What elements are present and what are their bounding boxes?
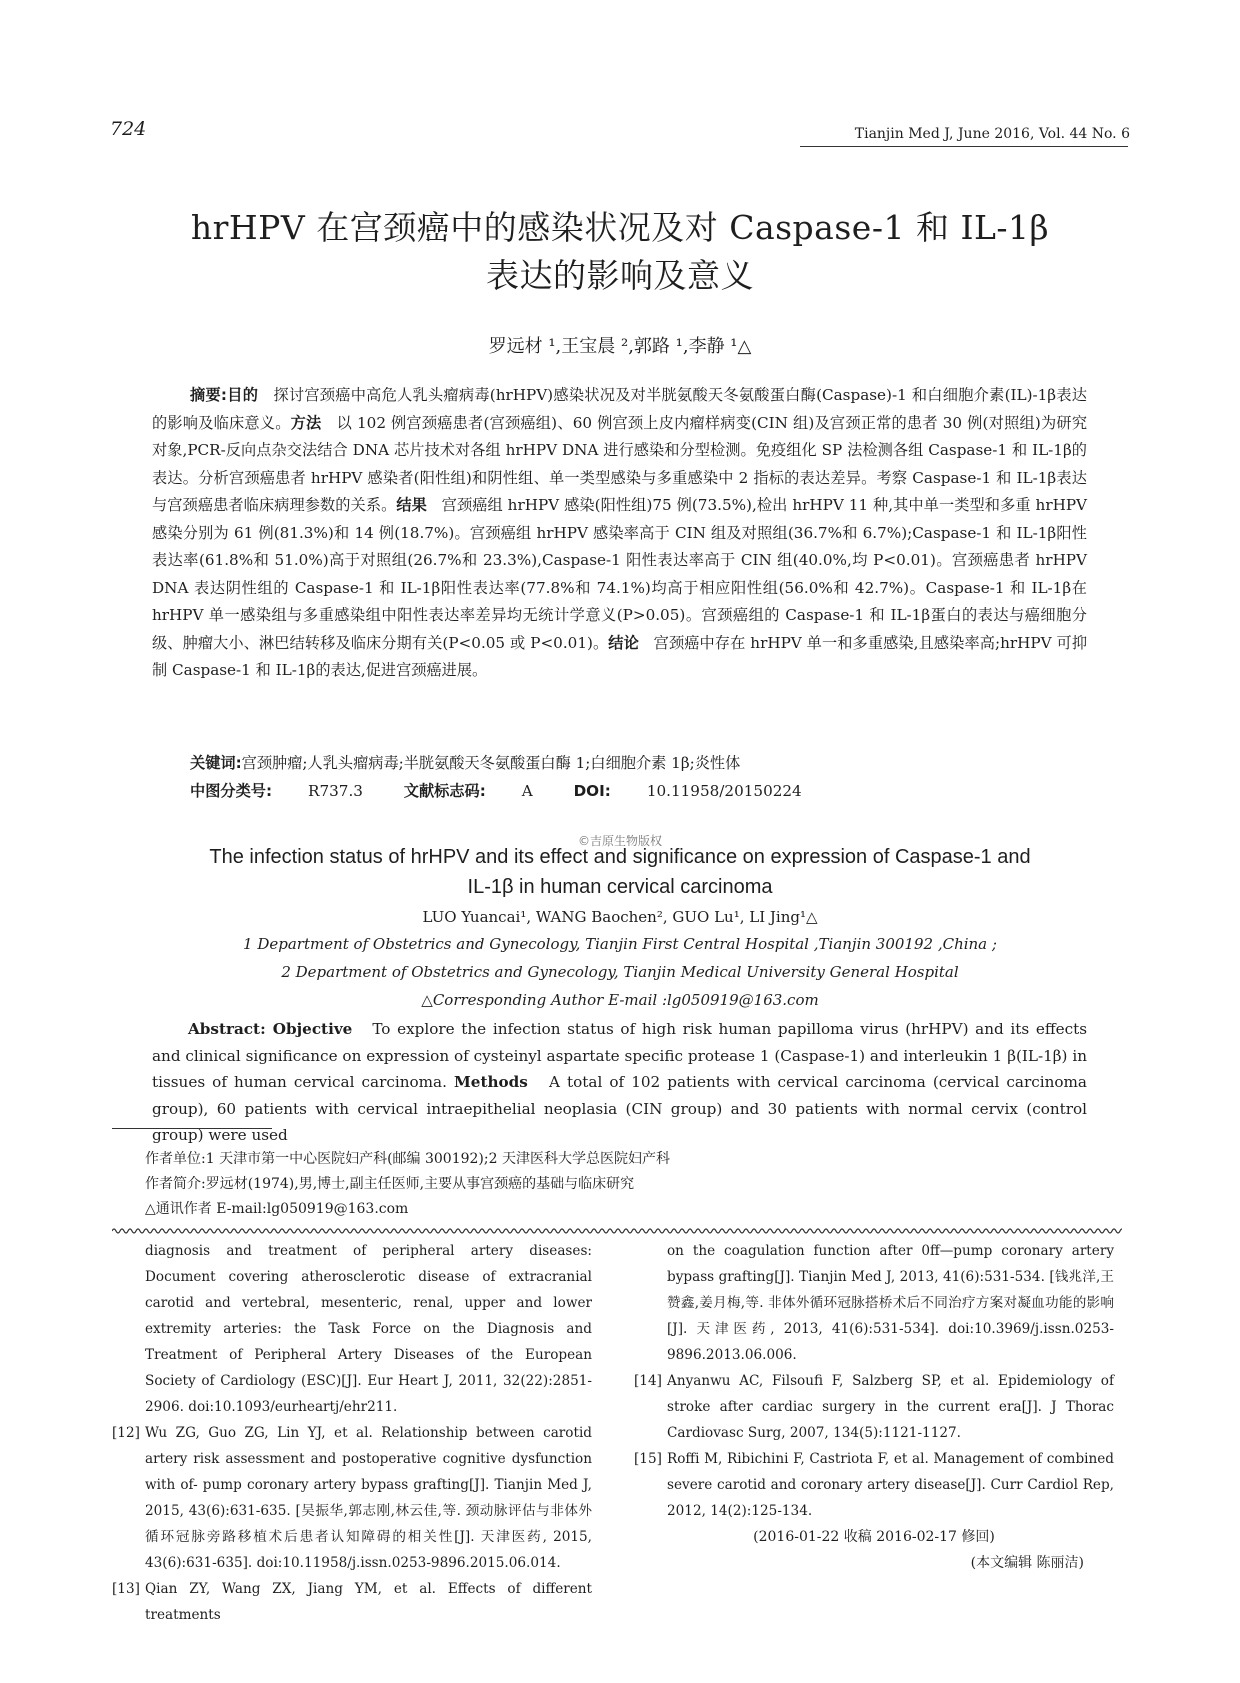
reference-item [112,1420,592,1576]
references-left-column [112,1238,592,1628]
received-dates: (2016-01-22 收稿 2016-02-17 修回) [753,1529,995,1545]
reference-item [634,1238,1114,1368]
affiliation-2: 2 Department of Obstetrics and Gynecology, Tianjin Medical University General Hospital [281,963,959,981]
watermark: ©吉原生物版权 [577,834,662,848]
running-head: Tianjin Med J, June 2016, Vol. 44 No. 6 [854,126,1130,142]
clc-value: R737.3 [308,782,363,800]
classification-line [190,780,802,801]
reference-text: Anyanwu AC, Filsoufi F, Salzberg SP, et al. Epidemiology of stroke after cardiac surgery in the current era[J]. J Thorac Cardiovasc Surg, 2007, 134(5):1121-1127. [667,1373,1114,1441]
abstract-en-label: Abstract: Objective [188,1020,353,1038]
editor-note: (本文编辑 陈丽洁) [970,1555,1084,1571]
abstract-en-methods-label: Methods [454,1073,528,1091]
authors-english: LUO Yuancai¹, WANG Baochen², GUO Lu¹, LI Jing¹△ [422,908,818,926]
reference-item [634,1368,1114,1446]
authors-chinese: 罗远材 ¹,王宝晨 ²,郭路 ¹,李静 ¹△ [488,336,752,357]
title-chinese-line-1: hrHPV 在宫颈癌中的感染状况及对 Caspase-1 和 IL-1β [190,208,1050,247]
abstract-cn-conclusion-label: 结论 [608,633,639,652]
abstract-en-methods: A total of 102 patients with cervical carcinoma (cervical carcinoma group), 60 patients with cervical intraepithelial neoplasia (CIN group) and 30 patients with normal cervix (control group) were used [152,1073,1087,1144]
abstract-cn-conclusion: 宫颈癌中存在 hrHPV 单一和多重感染,且感染率高;hrHPV 可抑制 Caspase-1 和 IL-1β的表达,促进宫颈癌进展。 [152,633,1088,679]
doi-value: 10.11958/20150224 [646,782,802,800]
references-right-column [634,1238,1114,1576]
abstract-cn-methods: 以 102 例宫颈癌患者(宫颈癌组)、60 例宫颈上皮内瘤样病变(CIN 组)及宫颈正常的患者 30 例(对照组)为研究对象,PCR-反向点杂交法结合 DNA 芯片技术对各组 hrHPV DNA 进行感染和分型检测。免疫组化 SP 法检测各组 Caspase-1 和 IL-1β的表达。分析宫颈癌患者 hrHPV 感染者(阳性组)和阴性组、单一类型感染与多重感染中 2 指标的表达差异。考察 Caspase-1 和 IL-1β表达与宫颈癌患者临床病理参数的关系。 [152,413,1088,514]
doi-label: DOI: [573,782,611,800]
abstract-cn-results-label: 结果 [396,496,427,514]
reference-text: diagnosis and treatment of peripheral artery diseases: Document covering atherosclerotic disease of extracranial carotid and vertebral, mesenteric, renal, upper and lower extremity arteries: the Task Force on the Diagnosis and Treatment of Peripheral Artery Diseases of the European Society of Cardiology (ESC)[J]. Eur Heart J, 2011, 32(22):2851-2906. doi:10.1093/eurheartj/ehr211. [145,1243,592,1415]
keywords [190,752,740,773]
footnote-affiliation: 作者单位:1 天津市第一中心医院妇产科(邮编 300192);2 天津医科大学总医院妇产科 [145,1151,670,1167]
reference-number: [14] [634,1373,662,1389]
footnote-author-bio: 作者简介:罗远材(1974),男,博士,副主任医师,主要从事宫颈癌的基础与临床研究 [145,1176,635,1192]
header-rule [800,146,1128,147]
abstract-english [152,1016,1087,1149]
title-english-line-1: The infection status of hrHPV and its effect and significance on expression of Caspase-1 and [209,846,1031,868]
reference-item [112,1238,592,1420]
reference-item [634,1446,1114,1524]
reference-text: Wu ZG, Guo ZG, Lin YJ, et al. Relationship between carotid artery risk assessment and postoperative cognitive dysfunction with of- pump coronary artery bypass grafting[J]. Tianjin Med J, 2015, 43(6):631-635. [吴振华,郭志刚,林云佳,等. 颈动脉评估与非体外循环冠脉旁路移植术后患者认知障碍的相关性[J]. 天津医药, 2015, 43(6):631-635]. doi:10.11958/j.issn.0253-9896.2015.06.014. [145,1425,592,1571]
title-english-line-2: IL-1β in human cervical carcinoma [467,876,773,898]
footnote-rule [112,1128,272,1129]
reference-text: on the coagulation function after 0ff—pump coronary artery bypass grafting[J]. Tianjin Med J, 2013, 41(6):531-534. [钱兆洋,王赞鑫,姜月梅,等. 非体外循环冠脉搭桥术后不同治疗方案对凝血功能的影响[J]. 天津医药, 2013, 41(6):531-534]. doi:10.3969/j.issn.0253-9896.2013.06.006. [667,1243,1114,1363]
reference-text: Roffi M, Ribichini F, Castriota F, et al. Management of combined severe carotid and coronary artery disease[J]. Curr Cardiol Rep, 2012, 14(2):125-134. [667,1451,1114,1519]
wavy-divider [112,1226,1122,1236]
abstract-chinese [152,382,1087,685]
abstract-en-objective: To explore the infection status of high risk human papilloma virus (hrHPV) and its effects and clinical significance on expression of cysteinyl aspartate specific protease 1 (Caspase-1) and interleukin 1 β(IL-1β) in tissues of human cervical carcinoma. [152,1020,1088,1091]
page-number: 724 [110,118,147,140]
doc-code-value: A [521,782,533,800]
corresponding-author: △Corresponding Author E-mail :lg050919@163.com [421,991,819,1009]
keywords-text: 宫颈肿瘤;人乳头瘤病毒;半胱氨酸天冬氨酸蛋白酶 1;白细胞介素 1β;炎性体 [241,754,741,772]
affiliation-1: 1 Department of Obstetrics and Gynecology, Tianjin First Central Hospital ,Tianjin 300192 ,China ; [243,935,997,953]
reference-number: [12] [112,1425,140,1441]
reference-number: [13] [112,1581,140,1597]
reference-item [112,1576,592,1628]
abstract-cn-results: 宫颈癌组 hrHPV 感染(阳性组)75 例(73.5%),检出 hrHPV 11 种,其中单一类型和多重 hrHPV 感染分别为 61 例(81.3%)和 14 例(18.7%)。宫颈癌组 hrHPV 感染率高于 CIN 组及对照组(36.7%和 6.7%);Caspase-1 和 IL-1β阳性表达率(61.8%和 51.0%)高于对照组(26.7%和 23.3%),Caspase-1 阳性表达率高于 CIN 组(40.0%,均 P<0.01)。宫颈癌患者 hrHPV DNA 表达阴性组的 Caspase-1 和 IL-1β阳性表达率(77.8%和 74.1%)均高于相应阳性组(56.0%和 42.7%)。Caspase-1 和 IL-1β在 hrHPV 单一感染组与多重感染组中阳性表达率差异均无统计学意义(P>0.05)。宫颈癌组的 Caspase-1 和 IL-1β蛋白的表达与癌细胞分级、肿瘤大小、淋巴结转移及临床分期有关(P<0.05 或 P<0.01)。 [152,496,1088,652]
abstract-cn-label: 摘要:目的 [190,386,259,404]
doc-code-label: 文献标志码: [403,782,486,800]
abstract-cn-objective: 探讨宫颈癌中高危人乳头瘤病毒(hrHPV)感染状况及对半胱氨酸天冬氨酸蛋白酶(Caspase)-1 和白细胞介素(IL)-1β表达的影响及临床意义。 [152,386,1087,432]
abstract-cn-methods-label: 方法 [290,413,322,432]
reference-text: Qian ZY, Wang ZX, Jiang YM, et al. Effects of different treatments [145,1581,592,1623]
footnote-corresponding: △通讯作者 E-mail:lg050919@163.com [145,1201,409,1217]
title-chinese-line-2: 表达的影响及意义 [486,256,754,295]
clc-label: 中图分类号: [190,782,273,800]
keywords-label: 关键词: [190,754,242,772]
reference-number: [15] [634,1451,662,1467]
